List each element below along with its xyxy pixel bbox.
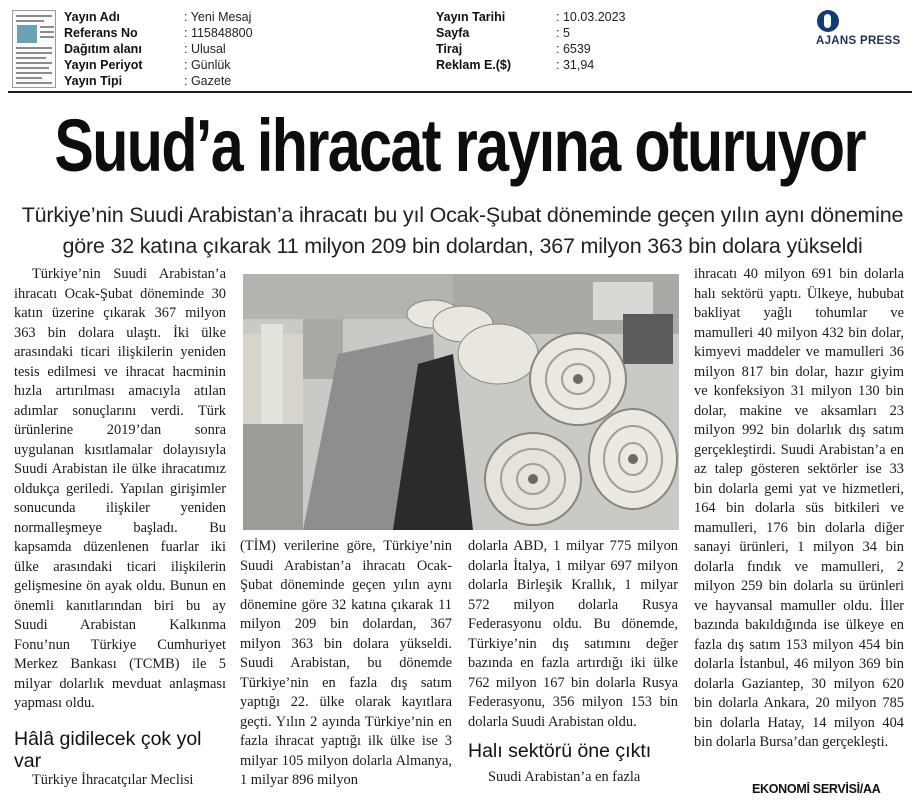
meta-key: Yayın Adı [64,10,120,24]
meta-value: : 6539 [556,42,591,56]
meta-key: Sayfa [436,26,470,40]
meta-key: Reklam E.($) [436,58,512,72]
meta-row [64,73,253,89]
meta-value: : 10.03.2023 [556,10,626,24]
meta-value: : Günlük [184,58,231,72]
headline [10,92,910,200]
spot-text: Türkiye’nin Suudi Arabistan’a ihracatı bu yıl Ocak-Şubat döneminde geçen yılın aynı dönemine göre 32 katına çıkarak 11 milyon 209 bin dolardan, 367 milyon 363 bin dolara yükseldi [21,203,904,258]
meta-value: : Yeni Mesaj [184,10,252,24]
meta-row [64,57,253,73]
meta-value: : 31,94 [556,58,595,72]
logo-text: AJANS PRESS [816,35,901,47]
meta-value: : 115848800 [184,26,253,40]
article-column-3 [468,537,678,732]
subheading: Halı sektörü öne çıktı [468,740,652,762]
meta-row [436,41,626,57]
paragraph: ihracatı 40 milyon 691 bin dolarla halı sektörü yaptı. Ülkeye, hububat bakliyat yağlı tohumlar ve mamulleri 40 milyon 432 bin dolar, kimyevi maddeler ve mamulleri 36 milyon 817 bin dolar, hazır giyim ve konfeksiyon 31 milyon 130 bin dolar, makine ve aksamları 23 milyon 992 bin dolarlık dış satım gerçekleştirdi. Suudi Arabistan’a en az talep gösteren sektörler ise 33 bin dolarla gemi yat ve hizmetleri, 164 bin dolarla süs bitkileri ve mamulleri, 176 bin dolarla diğer sanayi ürünleri, 1 milyon 34 bin dolarla fındık ve mamulleri, 2 milyon 259 bin dolarla su ürünleri ve hayvansal mamuller oldu. İller bazında bakıldığında ise ülkeye en fazla dış satım 153 milyon 454 bin dolarla İstanbul, 46 milyon 369 bin dolarla Gaziantep, 30 milyon 620 bin dolarla Ankara, 20 milyon 785 bin dolarla Hatay, 14 milyon 404 bin dolarla Bursa’dan gerçekleşti. [694,266,904,750]
meta-key: Tiraj [436,42,463,56]
byline: EKONOMİ SERVİSİ/AA [752,782,881,796]
paragraph-start: Suudi Arabistan’a en fazla [488,769,641,785]
article-column-2 [240,537,452,791]
meta-row [436,9,626,25]
meta-key: Yayın Tipi [64,74,123,88]
subheading: Hâlâ gidilecek çok yol var [14,728,202,772]
meta-row [436,57,626,73]
ajans-press-logo [812,10,912,50]
meta-key: Dağıtım alanı [64,42,142,56]
publication-meta-left [64,9,253,89]
carpet-rolls-photo [243,274,679,530]
meta-row [436,25,626,41]
meta-row [64,9,253,25]
meta-value: : 5 [556,26,570,40]
meta-value: : Gazete [184,74,232,88]
paragraph: dolarla ABD, 1 milyar 775 milyon dolarla İtalya, 1 milyar 697 milyon dolarla Birleşik Krallık, 1 milyar 572 milyon dolarla Rusya Federasyonu oldu. Bu dönemde, Türkiye’nin dış satımını değer bazında en fazla artırdığı iki ülke 762 milyon 167 bin dolarla Rusya Federasyonu, 356 milyon 153 bin dolarla Suudi Arabistan oldu. [468,538,678,730]
meta-key: Referans No [64,26,138,40]
meta-key: Yayın Tarihi [436,10,506,24]
clipping-thumbnail[interactable] [12,10,56,88]
meta-row [64,25,253,41]
meta-value: : Ulusal [184,42,226,56]
publication-meta-right [436,9,626,73]
article-column-4 [694,265,904,753]
article-column-1 [14,265,226,714]
meta-key: Yayın Periyot [64,58,143,72]
paragraph: Türkiye’nin Suudi Arabistan’a ihracatı Ocak-Şubat döneminde 30 katın üzerine çıkarak 367 milyon 363 bin dolara ulaştı. İki ülke arasındaki ticari ilişkilerin yeniden tesis edilmesi ve ihracat hacminin hızla artırılması amacıyla atılan adımlar sonuçlarını verdi. Türk ürünlerine 2019’dan sonra uygulanan kısıtlamalar dolayısıyla Suudi Arabistan ile ülke ihracatımız oldukça geriledi. Yapılan girişimler sonucunda ilişkiler yeniden normalleşmeye başladı. Bu kapsamda düzenlenen fuarlar iki ülke arasındaki ticari ilişkilerin gelişmesine ön ayak oldu. Bunun en önemli kanıtlarından biri bu ay Suudi Arabistan Kalkınma Fonu’nun Türkiye Cumhuriyet Merkez Bankası (TCMB) ile 5 milyar dolarlık mevduat anlaşması yapması oldu. [14,266,226,711]
ajans-press-logo-icon [817,10,839,32]
paragraph-start: Türkiye İhracatçılar Meclisi [32,772,194,788]
carpet-rolls-illustration [243,274,679,530]
meta-row [64,41,253,57]
headline-text: Suud’a ihracat rayına oturuyor [54,104,866,187]
paragraph: (TİM) verilerine göre, Türkiye’nin Suudi Arabistan’a ihracatı Ocak-Şubat döneminde geçen yılın aynı dönemine göre 32 katına çıkarak 11 milyon 209 bin dolardan, 367 milyon 363 bin dolara yükseldi. Suudi Arabistan, bu dönemde Türkiye’nin en fazla dış satım yaptığı 22. ülke olarak kayıtlara geçti. Yılın 2 ayında Türkiye’nin en fazla ihracat yaptığı ilk ülke ise 3 milyar 105 milyon dolarla Almanya, 1 milyar 896 milyon [240,538,452,788]
